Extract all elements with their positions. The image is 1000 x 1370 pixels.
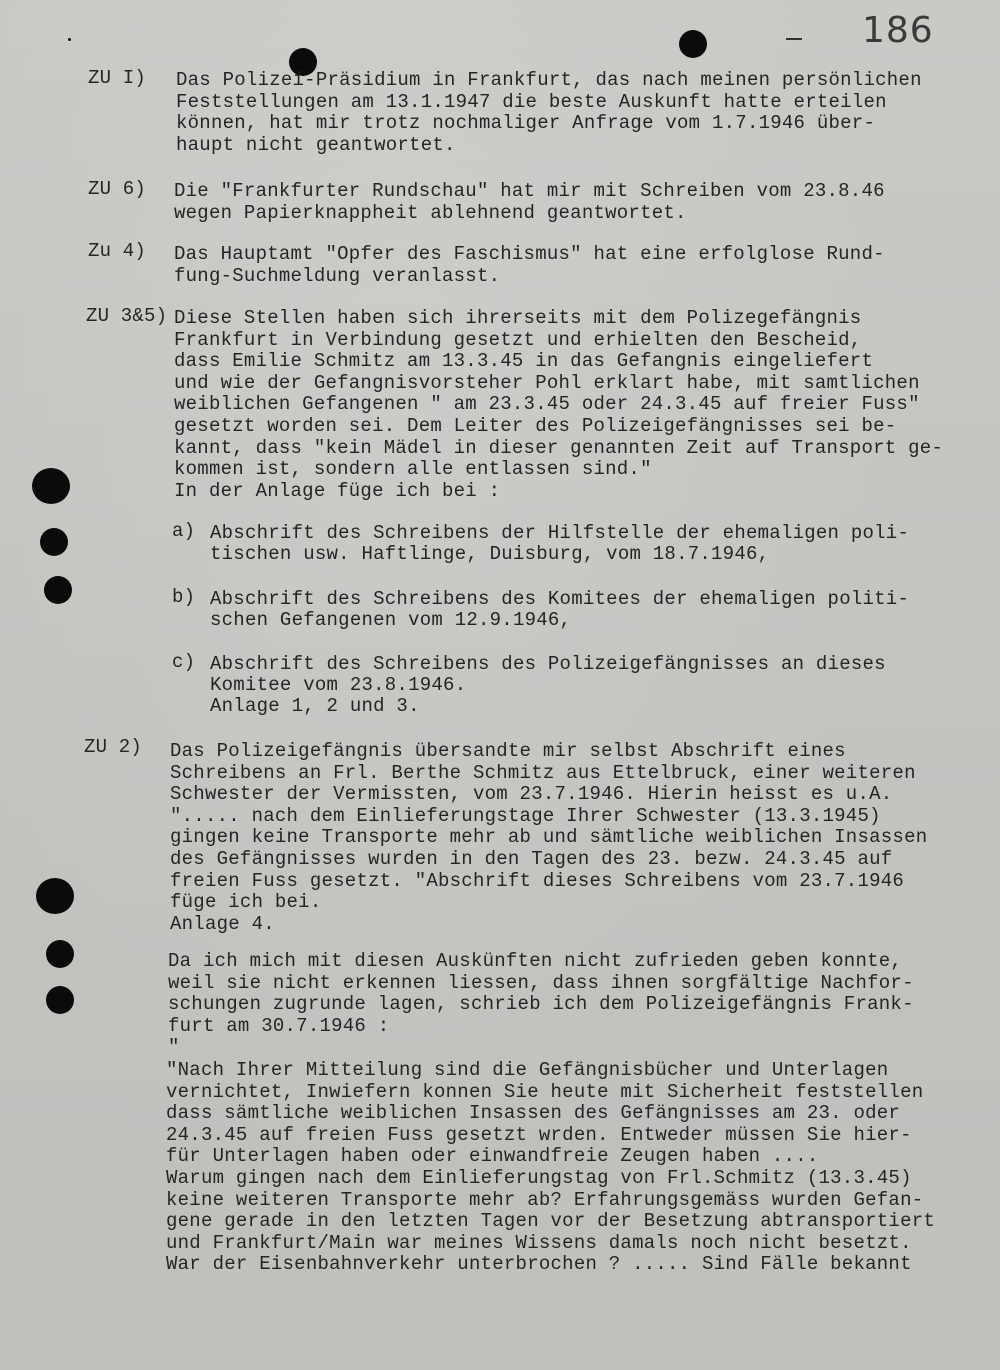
text-line: Frankfurt in Verbindung gesetzt und erhielten den Bescheid, <box>174 328 862 351</box>
text-line: 24.3.45 auf freien Fuss gesetzt wrden. Entweder müssen Sie hier- <box>166 1123 912 1146</box>
text-line: und wie der Gefangnisvorsteher Pohl erklart habe, mit samtlichen <box>174 371 920 394</box>
text-line: Feststellungen am 13.1.1947 die beste Auskunft hatte erteilen <box>176 90 887 113</box>
punch-hole-left-6 <box>46 986 74 1014</box>
enclosure-text <box>210 589 909 631</box>
text-line: Da ich mich mit diesen Auskünften nicht zufrieden geben konnte, <box>168 950 903 972</box>
text-line: dass Emilie Schmitz am 13.3.45 in das Gefangnis eingeliefert <box>174 350 874 373</box>
text-line: Anlage 4. <box>170 912 275 935</box>
text-line: schungen zugrunde lagen, schrieb ich dem Polizeigefängnis Frank- <box>168 993 914 1016</box>
text-line: "Nach Ihrer Mitteilung sind die Gefängnisbücher und Unterlagen <box>166 1059 889 1081</box>
section-ref: ZU 3&5) <box>86 305 168 327</box>
text-line: Schwester der Vermissten, vom 23.7.1946. Hierin heisst es u.A. <box>170 783 893 806</box>
enclosure-label: a) <box>172 520 196 542</box>
text-line: kannt, dass "kein Mädel in dieser genannten Zeit auf Transport ge- <box>174 436 944 459</box>
punch-hole-left-4 <box>36 878 74 914</box>
text-line: Komitee vom 23.8.1946. <box>210 674 467 696</box>
punch-hole-left-2 <box>40 528 68 556</box>
text-line: Schreibens an Frl. Berthe Schmitz aus Ettelbruck, einer weiteren <box>170 761 916 784</box>
punch-hole-top-right <box>679 30 707 58</box>
text-line: und Frankfurt/Main war meines Wissens damals noch nicht besetzt. <box>166 1231 912 1254</box>
text-line: Das Polizeigefängnis übersandte mir selbst Abschrift eines <box>170 740 846 762</box>
enclosure-label: c) <box>172 651 196 673</box>
text-line: War der Eisenbahnverkehr unterbrochen ? ..... Sind Fälle bekannt <box>166 1253 912 1276</box>
text-line: schen Gefangenen vom 12.9.1946, <box>210 609 572 631</box>
text-line: dass sämtliche weiblichen Insassen des Gefängnisses am 23. oder <box>166 1102 901 1125</box>
text-line: gene gerade in den letzten Tagen vor der Besetzung abtransportiert <box>166 1210 936 1233</box>
speck-mark <box>68 38 71 41</box>
punch-hole-left-3 <box>44 576 72 604</box>
text-line: fung-Suchmeldung veranlasst. <box>174 264 501 287</box>
paragraph-text <box>168 951 914 1059</box>
section-ref: ZU 6) <box>88 178 147 200</box>
text-line: Das Polizei-Präsidium in Frankfurt, das nach meinen persönlichen <box>176 69 922 91</box>
text-line: Abschrift des Schreibens des Komitees der ehemaligen politi- <box>210 588 910 610</box>
section-ref: ZU 2) <box>84 736 143 758</box>
text-line: Das Hauptamt "Opfer des Faschismus" hat eine erfolglose Rund- <box>174 243 885 265</box>
text-line: für Unterlagen haben oder einwandfreie Zeugen haben .... <box>166 1145 819 1168</box>
text-line: In der Anlage füge ich bei : <box>174 479 501 502</box>
page-number: 186 <box>862 10 934 51</box>
text-line: vernichtet, Inwiefern konnen Sie heute mit Sicherheit feststellen <box>166 1080 924 1103</box>
enclosure-label: b) <box>172 586 196 608</box>
text-line: weiblichen Gefangenen " am 23.3.45 oder 24.3.45 auf freier Fuss" <box>174 393 920 416</box>
page-number-dash <box>786 38 802 40</box>
text-line: tischen usw. Haftlinge, Duisburg, vom 18.7.1946, <box>210 543 770 565</box>
section-ref: ZU I) <box>88 67 147 89</box>
text-line: Die "Frankfurter Rundschau" hat mir mit Schreiben vom 23.8.46 <box>174 180 885 202</box>
section-ref: Zu 4) <box>88 240 147 262</box>
section-text <box>176 70 922 156</box>
text-line: kommen ist, sondern alle entlassen sind." <box>174 458 652 481</box>
text-line: gesetzt worden sei. Dem Leiter des Polizeigefängnisses sei be- <box>174 414 897 437</box>
enclosure-text <box>210 654 886 717</box>
text-line: " <box>168 1036 180 1059</box>
section-text <box>170 741 927 935</box>
text-line: freien Fuss gesetzt. "Abschrift dieses Schreibens vom 23.7.1946 <box>170 869 905 892</box>
text-line: Warum gingen nach dem Einlieferungstag von Frl.Schmitz (13.3.45) <box>166 1166 912 1189</box>
text-line: "..... nach dem Einlieferungstage Ihrer Schwester (13.3.1945) <box>170 804 881 827</box>
section-text <box>174 308 943 502</box>
text-line: können, hat mir trotz nochmaliger Anfrage vom 1.7.1946 über- <box>176 112 876 135</box>
text-line: Anlage 1, 2 und 3. <box>210 695 420 717</box>
text-line: weil sie nicht erkennen liessen, dass ihnen sorgfältige Nachfor- <box>168 971 914 994</box>
section-text <box>174 244 885 287</box>
text-line: haupt nicht geantwortet. <box>176 133 456 156</box>
text-line: Abschrift des Schreibens der Hilfstelle der ehemaligen poli- <box>210 522 910 544</box>
quoted-letter-text <box>166 1060 935 1276</box>
punch-hole-left-1 <box>32 468 70 504</box>
text-line: wegen Papierknappheit ablehnend geantwortet. <box>174 201 687 224</box>
text-line: gingen keine Transporte mehr ab und sämtliche weiblichen Insassen <box>170 826 928 849</box>
text-line: füge ich bei. <box>170 891 322 914</box>
text-line: Diese Stellen haben sich ihrerseits mit dem Polizegefängnis <box>174 307 862 329</box>
section-text <box>174 181 885 224</box>
enclosure-text <box>210 523 909 565</box>
text-line: keine weiteren Transporte mehr ab? Erfahrungsgemäss wurden Gefan- <box>166 1188 924 1211</box>
text-line: Abschrift des Schreibens des Polizeigefängnisses an dieses <box>210 653 886 675</box>
punch-hole-left-5 <box>46 940 74 968</box>
text-line: furt am 30.7.1946 : <box>168 1014 390 1037</box>
text-line: des Gefängnisses wurden in den Tagen des 23. bezw. 24.3.45 auf <box>170 847 893 870</box>
